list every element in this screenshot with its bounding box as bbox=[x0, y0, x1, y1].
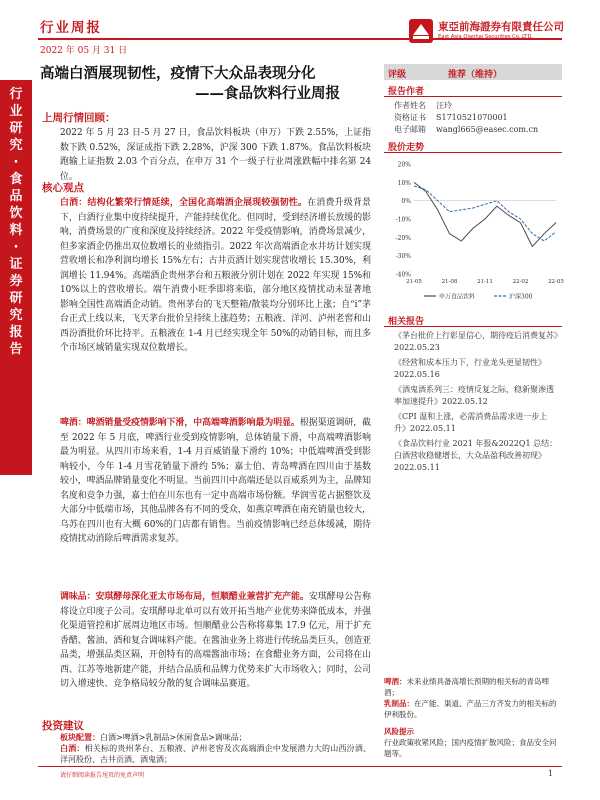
title-line-1: 高端白酒展现韧性，疫情下大众品表现分化 bbox=[40, 66, 316, 82]
review-paragraph: 2022 年 5 月 23 日-5 月 27 日，食品饮料板块（申万）下跌 2.55%，上证指数下跌 0.52%，深证成指下跌 2.28%，沪深 300 下跌 1.87%。食品饮料板块跑输上证指数 2.03 个百分点，在申万 31 个一级子行业周涨跌幅中排名第 24 位。 bbox=[60, 128, 371, 182]
related-report-item[interactable]: 《食品饮料行业 2021 年报&2022Q1 总结：白酒营收稳健增长，大众品盈利改善初现》2022.05.11 bbox=[394, 439, 558, 472]
report-date: 2022 年 05 月 31 日 bbox=[40, 46, 128, 56]
y-tick-label: -20% bbox=[395, 234, 411, 242]
rating-label: 评级 bbox=[388, 70, 407, 80]
page-number: 1 bbox=[548, 769, 554, 778]
risk-text: 行业政策收紧风险；国内疫情扩散风险；食品安全问题等。 bbox=[384, 738, 557, 758]
rating-value: 推荐（维持） bbox=[448, 70, 503, 80]
author-section-title: 报告作者 bbox=[388, 87, 425, 97]
author-name-row: 作者姓名 汪玲 bbox=[394, 101, 452, 110]
related-report-item[interactable]: 《经营和成本压力下，行业龙头更显韧性》2022.05.16 bbox=[394, 358, 546, 379]
brand-name-en: East Asia Qianhai Securities Co.,LTD. bbox=[438, 34, 534, 40]
core-paragraph-beer: 啤酒：啤酒销量受疫情影响下滑，中高端啤酒影响最为明显。根据渠道调研，截至 2022 年 5 月底，啤酒行业受到疫情影响，总体销量下滑，中高端啤酒影响最为明显。从四川市场来看，1-4 月百威销量下滑约 10%；中低端啤酒受到影响较小，今年 1-4 月雪花销量下滑约 5%；嘉士伯、青岛啤酒在四川由于基数较小，啤酒品牌销量变化不明显。当前四川中高端还是以百威系列为主，品牌知名度和竞争力强，嘉士伯在川东也有一定中高端市场份额。华润雪花占据整饮及大部分中低端市场，其他品牌各有不同的受众，如燕京啤酒在南充销量也较大，乌苏在四川也有大概 60%的门店都有销售。当前疫情影响已经总体缓减，期待疫情扰动消除后啤酒需求复苏。 bbox=[60, 418, 371, 544]
core-paragraph-baijiu: 白酒：结构化繁荣行情延续，全国化高端酒企展现较强韧性。在消费升级背景下，白酒行业集中度持续提升，产能持续优化。但同时，受到经济增长放缓的影响，消费场景的广度和深度及持续经济。2022 年受疫情影响，消费场景减少，但多家酒企仍推出双位数增长的业绩指引。2022 年次高端酒企水井坊计划实现营收增长和净利润均增长 15%左右；古井贡酒计划实现营收增长 15.30%，利润增长 11.94%。高端酒企贵州茅台和五粮液分别计划在 2022 年实现 15%和 10%以上的营收增长。端午消费小旺季即将来临，部分地区疫情扰动未显著地影响全国性高端酒企动销。贵州茅台的飞天整箱/散装均分别环比上涨；自“i”茅台正式上线以来，飞天茅台批价呈持续上涨趋势；五粮液、洋河、泸州老窖和山西汾酒批价环比持平。五粮液在 1-4 月已经实现全年 50%的动销目标，而且多个市场区域销量实现双位数增长。 bbox=[60, 198, 372, 353]
related-report-item[interactable]: 《酒鬼酒系列三：疫情反复之际，稳新聚渗透率加速提升》2022.05.12 bbox=[394, 385, 554, 406]
footer-divider bbox=[38, 766, 562, 767]
trend-section-title: 股价走势 bbox=[388, 143, 425, 153]
x-tick-label: 22-02 bbox=[512, 279, 529, 285]
y-tick-label: 20% bbox=[397, 161, 411, 169]
y-tick-label: -10% bbox=[395, 216, 411, 224]
y-tick-label: -30% bbox=[395, 253, 411, 261]
brand-logo bbox=[408, 18, 568, 46]
advice-list-extra: 啤酒：未来业绩具备高增长预期的相关标的青岛啤酒； 乳制品：在产能、渠道、产品三方齐发力的相关标的伊利股份。 风险提示 行业政策收紧风险；国内疫情扩散风险；食品安全问题等。 bbox=[384, 677, 557, 758]
stock-trend-chart bbox=[384, 156, 562, 306]
footer-disclaimer: 请仔细阅读报告尾页的免责声明 bbox=[60, 772, 145, 779]
y-tick-label: 10% bbox=[397, 179, 411, 187]
core-paragraph-condiment: 调味品：安琪酵母深化亚太市场布局，恒顺醋业兼营扩充产能。安琪酵母公告称将设立印度子公司。安琪酵母北单可以有效开拓当地产业优势来降低成本，并强化渠道管控和扩展周边地区市场。恒顺醋业公告称将募集 17.9 亿元，用于扩充香醋、酱油、酒和复合调味料产能。在酱油业务上将进行传统品类巨头，创造亚品类，增强品类区隔，开创特有的高端酱油市场；在食醋业务方面，公司将在山西、江苏等地新建产能，并结合品质和品牌力优势来扩大市场收入；同时，公司切入增速快、竞争格局较分散的复合调味品赛道。 bbox=[60, 592, 372, 689]
related-report-item[interactable]: 《CPI 温和上涨，必需消费品需求进一步上升》2022.05.11 bbox=[394, 412, 548, 433]
related-report-item[interactable]: 《茅台批价上行彰显信心，期待疫后消费复苏》2022.05.23 bbox=[394, 331, 562, 352]
x-tick-label: 21-05 bbox=[406, 279, 422, 285]
report-title bbox=[40, 64, 390, 104]
title-line-2: ——食品饮料行业周报 bbox=[195, 86, 340, 102]
series-line-0 bbox=[414, 182, 556, 246]
author-email-row[interactable]: 电子邮箱 wangl665@easec.com.cn bbox=[394, 125, 539, 134]
legend-label: 申万食品饮料 bbox=[439, 293, 476, 301]
report-type-label: 行业周报 bbox=[40, 20, 102, 36]
brand-name-cn: 東亞前海證券有限責任公司 bbox=[438, 21, 564, 33]
section-review: 上周行情回顾： bbox=[42, 112, 116, 124]
related-section-title: 相关报告 bbox=[388, 317, 425, 327]
x-tick-label: 21-11 bbox=[477, 279, 493, 285]
sidebar-category: 行 业 研 究 · 食 品 饮 料 · 证 券 研 究 报 告 bbox=[0, 80, 32, 475]
related-report-list bbox=[394, 330, 562, 477]
section-core: 核心观点 bbox=[42, 182, 84, 194]
section-risk: 风险提示 bbox=[384, 727, 414, 736]
series-line-1 bbox=[414, 186, 556, 241]
brand-mark-icon bbox=[408, 18, 434, 44]
x-tick-label: 22-05 bbox=[548, 279, 564, 285]
x-tick-label: 21-08 bbox=[441, 279, 458, 285]
section-advice: 投资建议 bbox=[42, 720, 84, 732]
y-tick-label: -40% bbox=[395, 271, 411, 279]
author-cert-row: 资格证书 S1710521070001 bbox=[394, 113, 508, 122]
y-tick-label: 0% bbox=[401, 198, 411, 206]
legend-label: 沪深300 bbox=[509, 293, 533, 301]
advice-list: 板块配置：白酒>啤酒>乳制品>休闲食品>调味品； 白酒：相关标的贵州茅台、五粮液、泸州老窖及次高端酒企中发展潜力大的山西汾酒、洋河股份、古井贡酒、酒鬼酒； bbox=[60, 732, 372, 764]
